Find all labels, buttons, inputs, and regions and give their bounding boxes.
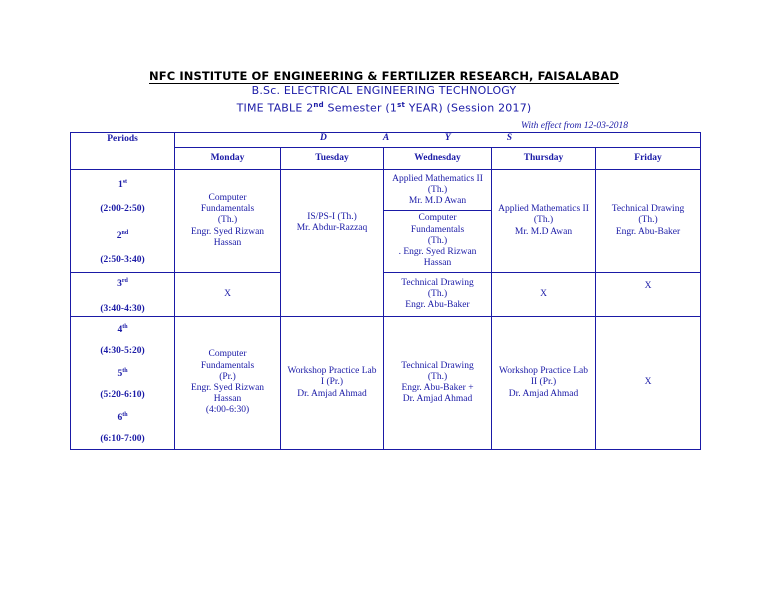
day-thursday: Thursday — [492, 148, 596, 170]
cell-wed-a2: Computer Fundamentals (Th.) . Engr. Syed Rizwan Hassan — [398, 213, 477, 269]
period-1-2 — [71, 170, 175, 273]
cell-wed-c: Technical Drawing (Th.) Engr. Abu-Baker + Dr. Amjad Ahmad — [384, 317, 492, 450]
period-1-num: 1st — [117, 178, 128, 191]
cell-tue-c: Workshop Practice Lab I (Pr.) Dr. Amjad Ahmad — [281, 317, 384, 450]
cell-fri-b: X — [596, 273, 701, 317]
institute-title: NFC INSTITUTE OF ENGINEERING & FERTILIZER RESEARCH, FAISALABAD — [149, 69, 619, 83]
cell-fri-c: X — [596, 317, 701, 450]
cell-thu-c: Workshop Practice Lab II (Pr.) Dr. Amjad Ahmad — [492, 317, 596, 450]
cell-mon-c: Computer Fundamentals (Pr.) Engr. Syed Rizwan Hassan (4:00-6:30) — [175, 317, 281, 450]
period-4-num: 4th — [117, 324, 128, 336]
day-wednesday: Wednesday — [384, 148, 492, 170]
cell-fri-a: Technical Drawing (Th.) Engr. Abu-Baker — [596, 170, 701, 273]
period-2-time: (2:50-3:40) — [100, 255, 145, 266]
period-5-time: (5:20-6:10) — [100, 389, 145, 400]
cell-thu-a: Applied Mathematics II (Th.) Mr. M.D Awan — [492, 170, 596, 273]
period-4-time: (4:30-5:20) — [100, 345, 145, 356]
period-6-time: (6:10-7:00) — [100, 433, 145, 444]
cell-tue-a: IS/PS-I (Th.) Mr. Abdur-Razzaq — [281, 170, 384, 317]
document-header — [0, 68, 768, 116]
cell-mon-a: Computer Fundamentals (Th.) Engr. Syed Rizwan Hassan — [175, 170, 281, 273]
period-2-num: 2nd — [116, 229, 129, 242]
day-monday: Monday — [175, 148, 281, 170]
period-1-time: (2:00-2:50) — [100, 204, 145, 215]
cell-wed-a — [384, 170, 492, 273]
periods-header: Periods — [71, 133, 175, 170]
cell-thu-b: X — [492, 273, 596, 317]
cell-wed-a1: Applied Mathematics II (Th.) Mr. M.D Awan — [384, 172, 491, 212]
day-tuesday: Tuesday — [281, 148, 384, 170]
cell-wed-b: Technical Drawing (Th.) Engr. Abu-Baker — [384, 273, 492, 317]
cell-mon-b: X — [175, 273, 281, 317]
effective-date: With effect from 12-03-2018 — [521, 121, 629, 131]
period-3-time: (3:40-4:30) — [100, 303, 145, 314]
days-header: D A Y S — [175, 133, 701, 148]
program-title: B.Sc. ELECTRICAL ENGINEERING TECHNOLOGY — [251, 84, 517, 97]
day-friday: Friday — [596, 148, 701, 170]
period-6-num: 6th — [117, 412, 128, 424]
period-3 — [71, 273, 175, 317]
period-3-num: 3rd — [117, 277, 128, 289]
timetable-title: TIME TABLE 2nd Semester (1st YEAR) (Session 2017) — [236, 101, 532, 115]
period-5-num: 5th — [117, 368, 128, 380]
period-4-6 — [71, 317, 175, 450]
timetable — [70, 132, 701, 450]
